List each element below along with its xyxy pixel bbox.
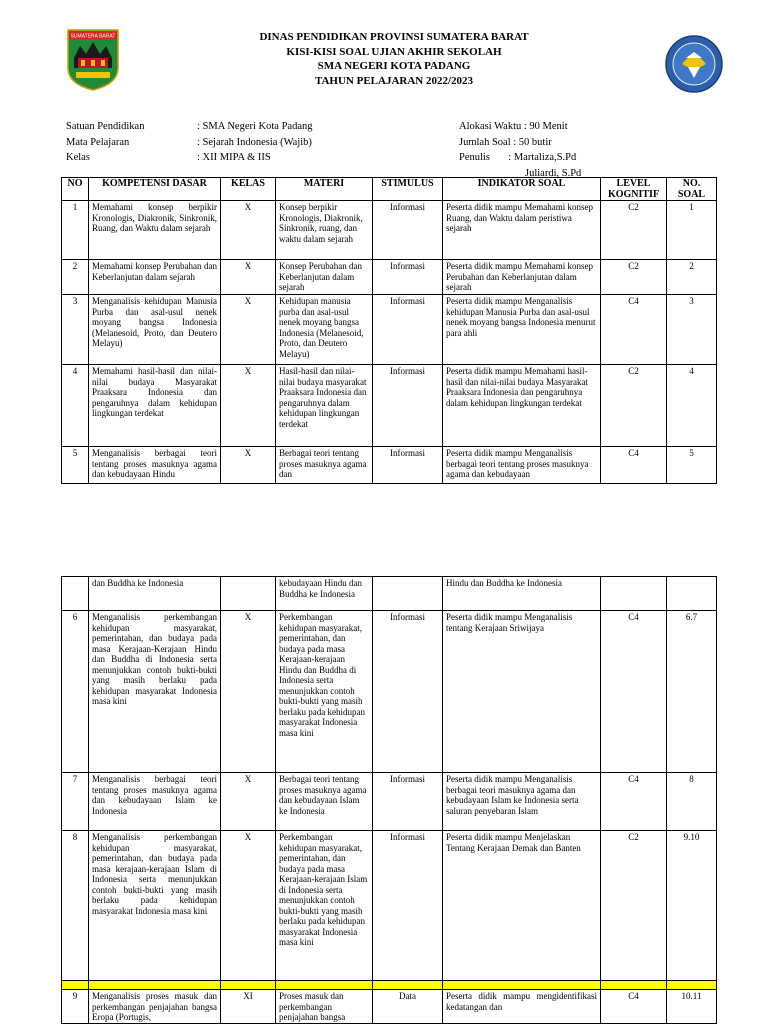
cell-level: C2 [601,260,667,295]
cell-level: C4 [601,295,667,365]
cell-kelas: X [221,447,276,484]
info-value: : Sejarah Indonesia (Wajib) [197,136,312,148]
cell-indikator: Peserta didik mampu Memahami konsep Perubahan dan Keberlanjutan dalam sejarah [443,260,601,295]
cell-no: 7 [62,773,89,831]
cell-kd: Menganalisis perkembangan kehidupan masyarakat, pemerintahan, dan budaya pada masa kerajaan-kerajaan Islam di Indonesia serta menunjukkan contoh bukti-bukti yang masih berlaku pada kehidupan masyarakat Indonesia masa kini [89,831,221,981]
table-row [62,260,717,295]
cell-no: 2 [62,260,89,295]
cell-no: 4 [62,365,89,447]
info-penulis-2: Juliardi, S.Pd [525,167,582,179]
info-right-block [459,119,581,181]
cell-level: C4 [601,990,667,1024]
cell-level: C4 [601,611,667,773]
info-label: Kelas [66,152,90,163]
info-row-satuan [66,119,313,135]
cell-kelas: X [221,365,276,447]
header-no-soal: NO. SOAL [667,178,717,201]
header-level-kognitif: LEVEL KOGNITIF [601,178,667,201]
header-line-2: KISI-KISI SOAL UJIAN AKHIR SEKOLAH [286,45,502,58]
cell-level: C4 [601,773,667,831]
cell-no [62,577,89,611]
cell-indikator: Peserta didik mampu mengidentifikasi kedatangan dan [443,990,601,1024]
cell-kelas: XI [221,990,276,1024]
table-header-row [62,178,717,201]
cell-kelas: X [221,295,276,365]
cell-kelas [221,577,276,611]
table-row [62,447,717,484]
highlight-row [62,981,717,990]
cell-kd: Memahami hasil-hasil dan nilai-nilai budaya Masyarakat Praaksara Indonesia dan pengaruhnya dalam kehidupan lingkungan terdekat [89,365,221,447]
cell-materi: kebudayaan Hindu dan Buddha ke Indonesia [276,577,373,611]
info-row-penulis [459,150,581,166]
cell-no: 1 [62,201,89,260]
cell-indikator: Hindu dan Buddha ke Indonesia [443,577,601,611]
cell-indikator: Peserta didik mampu Menjelaskan Tentang Kerajaan Demak dan Banten [443,831,601,981]
cell-soal: 2 [667,260,717,295]
cell-level [601,577,667,611]
cell-soal: 3 [667,295,717,365]
info-penulis-label: Penulis [459,152,490,163]
cell-level: C4 [601,447,667,484]
cell-indikator: Peserta didik mampu Memahami konsep Ruang, dan Waktu dalam peristiwa sejarah [443,201,601,260]
cell-materi: Konsep berpikir Kronologis, Diakronik, Sinkronik, ruang, dan waktu dalam sejarah [276,201,373,260]
info-alokasi: Alokasi Waktu : 90 Menit [459,121,568,132]
tut-wuri-handayani-emblem-icon [664,34,724,94]
cell-materi: Proses masuk dan perkembangan penjajahan bangsa [276,990,373,1024]
cell-stimulus: Informasi [373,447,443,484]
cell-materi: Perkembangan kehidupan masyarakat, pemerintahan, dan budaya pada masa Kerajaan-kerajaan Islam di Indonesia serta menunjukkan contoh bukti-bukti yang masih berlaku pada kehidupan masyarakat Indonesia masa kini [276,831,373,981]
cell-level: C2 [601,365,667,447]
cell-level: C2 [601,831,667,981]
kisi-kisi-table-page-2 [61,576,717,1024]
cell-stimulus: Informasi [373,201,443,260]
header-line-1: DINAS PENDIDIKAN PROVINSI SUMATERA BARAT [259,31,529,43]
sumatera-barat-emblem-icon [66,28,120,92]
info-value: : XII MIPA & IIS [197,152,271,163]
header-kompetensi-dasar: KOMPETENSI DASAR [89,178,221,201]
cell-kelas: X [221,611,276,773]
cell-materi: Kehidupan manusia purba dan asal-usul nenek moyang bangsa Indonesia (Melanesoid, Proto, dan Deutero Melayu) [276,295,373,365]
cell-soal: 4 [667,365,717,447]
header-indikator-soal: INDIKATOR SOAL [443,178,601,201]
info-label: Satuan Pendidikan [66,121,145,132]
cell-kd: Menganalisis proses masuk dan perkembangan penjajahan bangsa Eropa (Portugis, [89,990,221,1024]
cell-stimulus: Informasi [373,611,443,773]
cell-indikator: Peserta didik mampu Menganalisis tentang Kerajaan Sriwijaya [443,611,601,773]
cell-kd: Memahami konsep Perubahan dan Keberlanjutan dalam sejarah [89,260,221,295]
cell-kd: Menganalisis kehidupan Manusia Purba dan asal-usul nenek moyang bangsa Indonesia (Melanesoid, Proto, dan Deutero Melayu) [89,295,221,365]
cell-soal: 1 [667,201,717,260]
info-label: Mata Pelajaran [66,136,130,148]
cell-kd: Menganalisis perkembangan kehidupan masyarakat, pemerintahan, dan budaya pada masa Kerajaan-Kerajaan Hindu dan Buddha di Indonesia serta menunjukkan contoh bukti-bukti yang masih berlaku pada kehidupan masyarakat Indonesia masa kini [89,611,221,773]
cell-no: 6 [62,611,89,773]
table-row [62,990,717,1024]
cell-materi: Konsep Perubahan dan Keberlanjutan dalam sejarah [276,260,373,295]
cell-no: 8 [62,831,89,981]
header-line-3: SMA NEGERI KOTA PADANG [317,60,471,72]
cell-stimulus [373,577,443,611]
cell-kelas: X [221,201,276,260]
info-penulis-1: : Martaliza,S.Pd [489,152,577,163]
table-row [62,201,717,260]
header-stimulus: STIMULUS [373,178,443,201]
cell-soal [667,577,717,611]
info-jumlah: Jumlah Soal : 50 butir [459,136,552,148]
document-header [150,30,638,88]
header-kelas: KELAS [221,178,276,201]
header-materi: MATERI [276,178,373,201]
cell-kelas: X [221,260,276,295]
cell-stimulus: Informasi [373,773,443,831]
cell-soal: 8 [667,773,717,831]
cell-no: 3 [62,295,89,365]
header-line-4: TAHUN PELAJARAN 2022/2023 [314,74,474,87]
cell-stimulus: Informasi [373,260,443,295]
cell-stimulus: Data [373,990,443,1024]
info-value: : SMA Negeri Kota Padang [197,121,313,132]
cell-no: 9 [62,990,89,1024]
cell-materi: Berbagai teori tentang proses masuknya agama dan kebudayaan Islam ke Indonesia [276,773,373,831]
info-left-block [66,119,313,166]
cell-stimulus: Informasi [373,295,443,365]
cell-soal: 6.7 [667,611,717,773]
cell-soal: 5 [667,447,717,484]
cell-no: 5 [62,447,89,484]
cell-stimulus: Informasi [373,365,443,447]
cell-materi: Perkembangan kehidupan masyarakat, pemerintahan, dan budaya pada masa Kerajaan-kerajaan Hindu dan Buddha di Indonesia serta menunjukkan contoh bukti-bukti yang masih berlaku pada kehidupan masyarakat Indonesia masa kini [276,611,373,773]
cell-stimulus: Informasi [373,831,443,981]
cell-soal: 9.10 [667,831,717,981]
cell-indikator: Peserta didik mampu Menganalisis kehidupan Manusia Purba dan asal-usul nenek moyang bangsa Indonesia menurut para ahli [443,295,601,365]
cell-materi: Hasil-hasil dan nilai-nilai budaya masyarakat Praaksara Indonesia dan pengaruhnya dalam kehidupan lingkungan terdekat [276,365,373,447]
cell-level: C2 [601,201,667,260]
table-row [62,831,717,981]
cell-kd: dan Buddha ke Indonesia [89,577,221,611]
kisi-kisi-table-page-1 [61,177,717,484]
cell-indikator: Peserta didik mampu Menganalisis berbagai teori masuknya agama dan kebudayaan Islam ke Indonesia serta saluran penyebaran Islam [443,773,601,831]
header-no: NO [62,178,89,201]
cell-soal: 10.11 [667,990,717,1024]
table-row [62,295,717,365]
logo-left-text: SUMATERA BARAT [70,33,116,40]
cell-kd: Memahami konsep berpikir Kronologis, Diakronik, Sinkronik, Ruang, dan Waktu dalam sejarah [89,201,221,260]
cell-kd: Menganalisis berbagai teori tentang proses masuknya agama dan kebudayaan Islam ke Indonesia [89,773,221,831]
info-row-mapel [66,135,313,151]
table-row [62,611,717,773]
cell-materi: Berbagai teori tentang proses masuknya agama dan [276,447,373,484]
cell-indikator: Peserta didik mampu Memahami hasil-hasil dan nilai-nilai budaya Masyarakat Praaksara Indonesia dan pengaruhnya dalam kehidupan lingkungan terdekat [443,365,601,447]
cell-indikator: Peserta didik mampu Menganalisis berbagai teori tentang proses masuknya agama dan kebudayaan [443,447,601,484]
cell-kelas: X [221,831,276,981]
cell-kd: Menganalisis berbagai teori tentang proses masuknya agama dan kebudayaan Hindu [89,447,221,484]
table-row [62,773,717,831]
table-row [62,365,717,447]
info-row-kelas [66,150,313,166]
table-row [62,577,717,611]
cell-kelas: X [221,773,276,831]
